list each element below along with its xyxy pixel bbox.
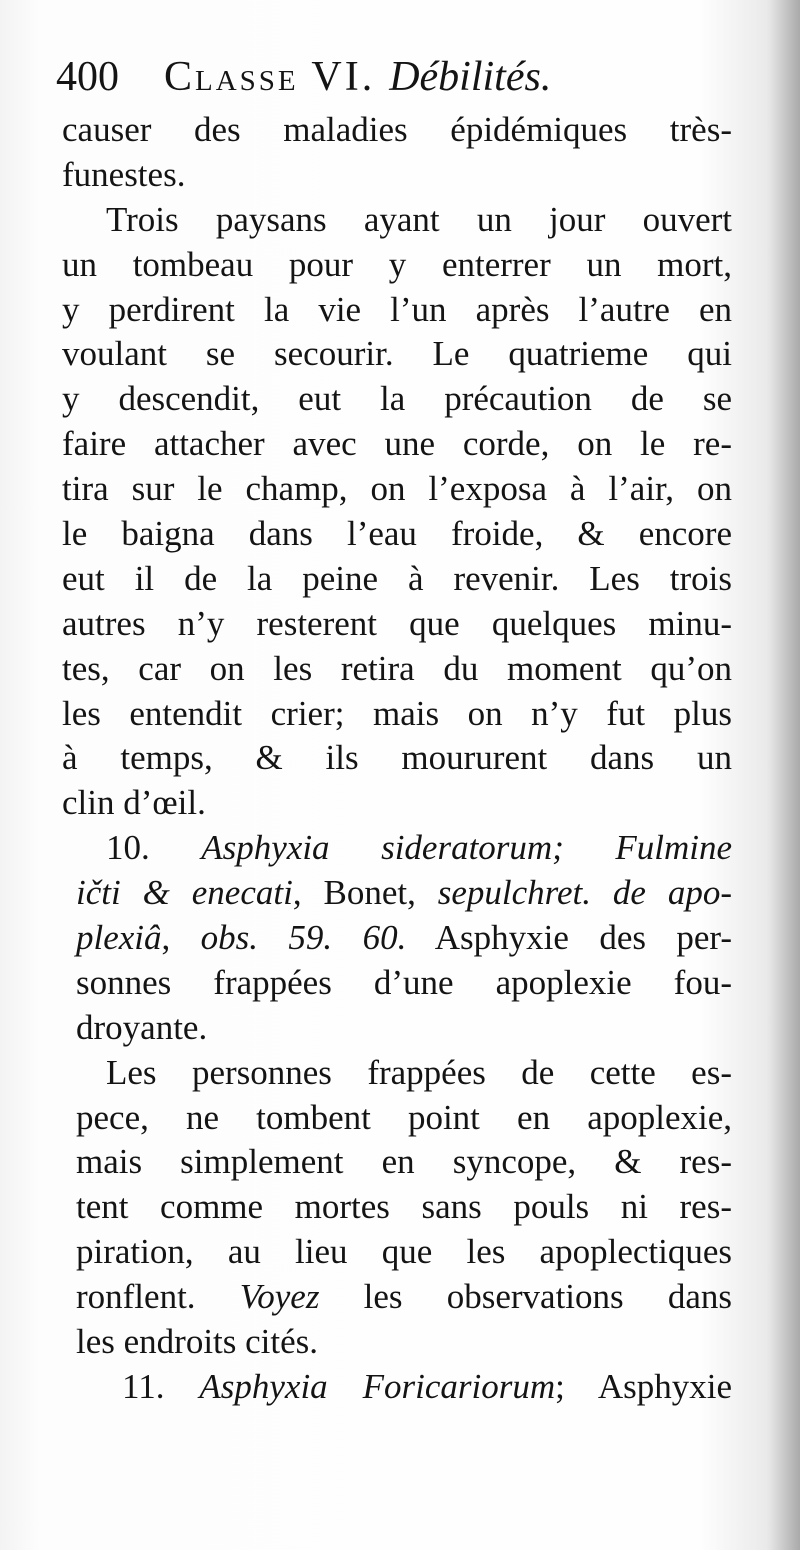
- species-line: droyante.: [76, 1007, 208, 1047]
- text-line: eut il de la peine à revenir. Les trois: [62, 558, 732, 598]
- text-line: voulant se secourir. Le quatrieme qui: [62, 334, 732, 374]
- species-number: 10.: [106, 828, 150, 868]
- text-line: funestes.: [62, 154, 186, 194]
- text-line: à temps, & ils moururent dans un: [62, 738, 732, 778]
- species-line: ičti & enecati, Bonet, sepulchret. de apo-: [76, 873, 732, 913]
- running-title: Débilités.: [389, 54, 552, 100]
- text-line: autres n’y resterent que quelques minu-: [62, 603, 732, 643]
- text-line: ronflent. Voyez les observations dans: [76, 1277, 732, 1317]
- text-line: pece, ne tombent point en apoplexie,: [76, 1097, 732, 1137]
- text-line: les endroits cités.: [76, 1322, 319, 1362]
- page-edge-shadow: [766, 0, 800, 1550]
- text-line: tira sur le champ, on l’exposa à l’air, on: [62, 469, 732, 509]
- text-line: un tombeau pour y enterrer un mort,: [62, 244, 732, 284]
- text-line: clin d’œil.: [62, 783, 206, 823]
- text-line: le baigna dans l’eau froide, & encore: [62, 514, 732, 554]
- species-heading-10: [62, 826, 732, 871]
- latin-name: Asphyxia Foricariorum: [199, 1366, 556, 1406]
- running-header: [56, 52, 756, 102]
- text-line: les entendit crier; mais on n’y fut plus: [62, 693, 732, 733]
- text-line: causer des maladies épidémiques très-: [62, 110, 732, 149]
- text-line: tent comme mortes sans pouls ni res-: [76, 1187, 732, 1227]
- species-heading-11: 11. Asphyxia Foricariorum; Asphyxie: [122, 1366, 732, 1406]
- latin-name: Asphyxia sideratorum; Fulmine: [201, 828, 732, 868]
- text-line: Trois paysans ayant un jour ouvert: [106, 199, 732, 239]
- text-line: y perdirent la vie l’un après l’autre en: [62, 289, 732, 329]
- species-number: 11.: [122, 1366, 165, 1406]
- body-text: [62, 108, 732, 1410]
- species-line: sonnes frappées d’une apoplexie fou-: [76, 962, 732, 1002]
- text-line: y descendit, eut la précaution de se: [62, 379, 732, 419]
- species-line: plexiâ, obs. 59. 60. Asphyxie des per-: [76, 918, 732, 958]
- text-line: piration, au lieu que les apoplectiques: [76, 1232, 732, 1272]
- text-line: mais simplement en syncope, & res-: [76, 1142, 732, 1182]
- text-line: Les personnes frappées de cette es-: [106, 1052, 732, 1092]
- text-line: faire attacher avec une corde, on le re-: [62, 424, 732, 464]
- voyez-word: Voyez: [239, 1277, 320, 1317]
- text-line: tes, car on les retira du moment qu’on: [62, 648, 732, 688]
- class-title: Classe VI.: [164, 54, 376, 100]
- page-number: 400: [56, 54, 119, 100]
